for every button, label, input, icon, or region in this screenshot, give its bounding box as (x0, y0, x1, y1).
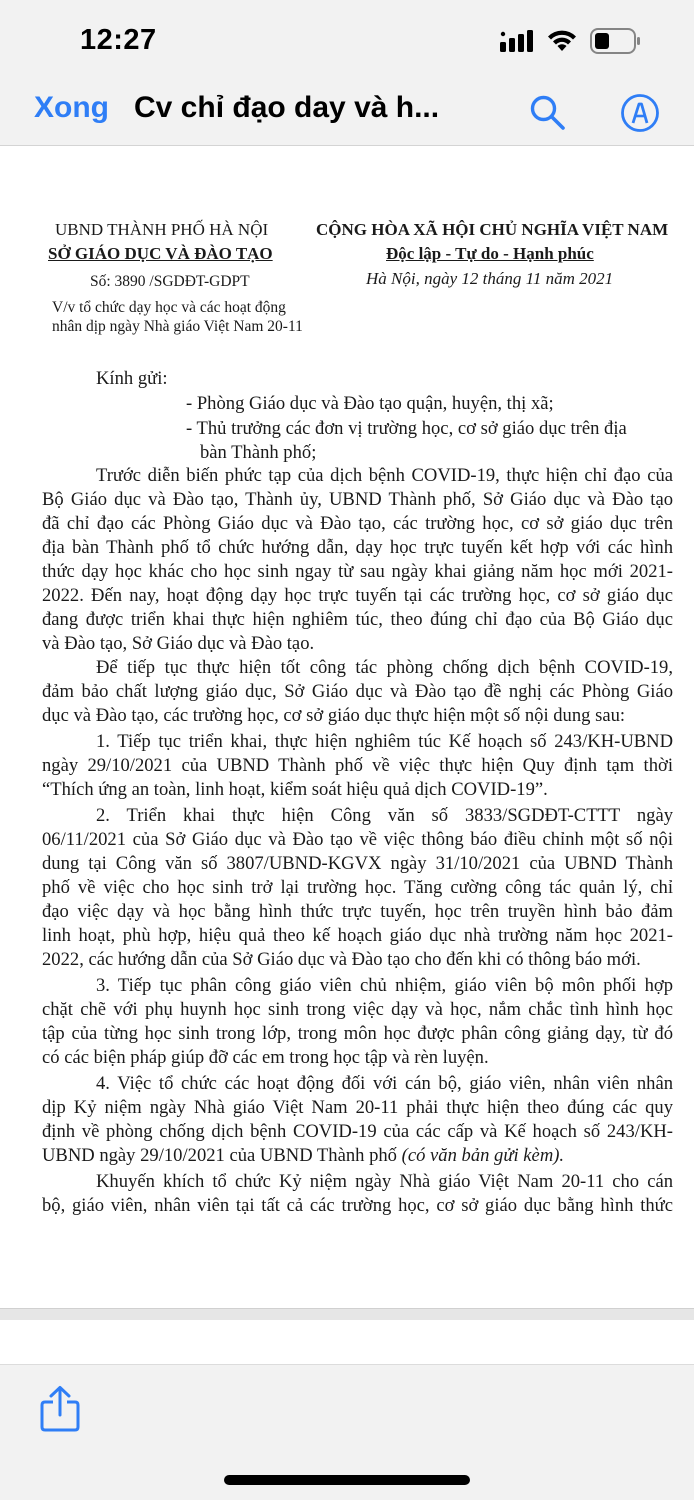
document-page (0, 148, 694, 1308)
body-line: 4. Việc tổ chức các hoạt động đối với cán bộ, giáo viên, nhân viên nhân (96, 1073, 673, 1094)
greeting: Kính gửi: (96, 368, 168, 389)
body-line: có các biện pháp giúp đỡ các em trong học tập và rèn luyện. (42, 1047, 489, 1068)
body-line: dung tại Công văn số 3807/UBND-KGVX ngày 31/10/2021 của UBND Thành (42, 853, 673, 874)
document-title: Cv chỉ đạo day và h... (134, 91, 440, 124)
body-line: đạo việc dạy và học bằng hình thức trực tuyến, học trên truyền hình bảo đảm (42, 901, 673, 922)
body-line: tập của từng học sinh trong lớp, trong môn học được phân công giảng dạy, từ đó (42, 1023, 673, 1044)
share-icon[interactable] (40, 1385, 80, 1433)
body-line: bộ, giáo viên, nhân viên tại tất cả các trường học, cơ sở giáo dục bằng hình thức (42, 1195, 673, 1216)
body-line: đảm bảo chất lượng giáo dục, Sở Giáo dục và Đào tạo đề nghị các Phòng Giáo (42, 681, 673, 702)
recipient-1: - Phòng Giáo dục và Đào tạo quận, huyện, thị xã; (186, 393, 554, 414)
recipient-2-continued: bàn Thành phố; (200, 442, 317, 463)
body-line: 3. Tiếp tục phân công giáo viên chủ nhiệm, giáo viên bộ môn phối hợp (96, 975, 673, 996)
body-line-text: UBND ngày 29/10/2021 của UBND Thành phố (42, 1145, 397, 1166)
body-line: đang được triển khai thực hiện nghiêm túc, theo đúng chỉ đạo của Bộ Giáo dục (42, 609, 673, 630)
markup-icon[interactable] (620, 93, 660, 133)
document-date: Hà Nội, ngày 12 tháng 11 năm 2021 (366, 269, 614, 288)
body-line: 06/11/2021 của Sở Giáo dục và Đào tạo về việc thông báo điều chỉnh một số nội (42, 829, 673, 850)
done-button[interactable]: Xong (34, 91, 109, 124)
body-line: “Thích ứng an toàn, linh hoạt, kiểm soát hiệu quả dịch COVID-19”. (42, 779, 548, 800)
body-line: phố về việc cho học sinh trở lại trường học. Tăng cường công tác quản lý, chỉ (42, 877, 673, 898)
status-time: 12:27 (80, 24, 157, 56)
body-line: địa bàn Thành phố tổ chức hướng dẫn, dạy học trực tuyến kết hợp với các hình (42, 537, 673, 558)
bottom-toolbar (0, 1364, 694, 1500)
body-line: thức dạy học khác cho học sinh ngay từ sau ngày khai giảng năm học mới 2021- (42, 561, 673, 582)
battery-icon (590, 28, 642, 54)
body-line: chặt chẽ với phụ huynh học sinh trong việc dạy và học, nắm chắc tình hình học (42, 999, 673, 1020)
cellular-signal-icon (500, 30, 534, 52)
agency-name: UBND THÀNH PHỐ HÀ NỘI (55, 220, 269, 239)
navigation-bar (0, 80, 694, 146)
body-line: dục và Đào tạo, các trường học, cơ sở giáo dục thực hiện một số nội dung sau: (42, 705, 626, 726)
search-icon[interactable] (528, 93, 566, 131)
body-line: Bộ Giáo dục và Đào tạo, Thành ủy, UBND Thành phố, Sở Giáo dục và Đào tạo (42, 489, 673, 510)
body-line: định về phòng chống dịch bệnh COVID-19 của các cấp và Kế hoạch số 243/KH- (42, 1121, 673, 1142)
body-line: và Đào tạo, Sở Giáo dục và Đào tạo. (42, 633, 315, 654)
status-bar (0, 0, 694, 80)
recipient-2: - Thủ trưởng các đơn vị trường học, cơ sở giáo dục trên địa (186, 418, 627, 439)
national-motto: Độc lập - Tự do - Hạnh phúc (386, 244, 594, 263)
body-line: Để tiếp tục thực hiện tốt công tác phòng chống dịch bệnh COVID-19, (96, 657, 673, 678)
body-line (42, 1144, 673, 1168)
body-line: 2. Triển khai thực hiện Công văn số 3833/SGDĐT-CTTT ngày (96, 805, 673, 826)
body-line: linh hoạt, phù hợp, hiệu quả theo kế hoạch giáo dục nhà trường năm học 2021- (42, 925, 673, 946)
national-title: CỘNG HÒA XÃ HỘI CHỦ NGHĨA VIỆT NAM (316, 220, 669, 239)
attachment-note: (có văn bản gửi kèm). (396, 1145, 565, 1166)
department-name: SỞ GIÁO DỤC VÀ ĐÀO TẠO (48, 244, 273, 263)
body-line: dịp Kỷ niệm ngày Nhà giáo Việt Nam 20-11 phải thực hiện theo đúng các quy (42, 1097, 673, 1118)
body-line: 2022, các hướng dẫn của Sở Giáo dục và Đào tạo cho đến khi có thông báo mới. (42, 949, 641, 970)
subject-line-2: nhân dịp ngày Nhà giáo Việt Nam 20-11 (52, 318, 303, 335)
page-separator (0, 1308, 694, 1320)
subject-line-1: V/v tổ chức dạy học và các hoạt động (52, 299, 286, 316)
body-line: đã chỉ đạo các Phòng Giáo dục và Đào tạo, các trường học, cơ sở giáo dục trên (42, 513, 673, 534)
body-line: Khuyến khích tổ chức Kỷ niệm ngày Nhà giáo Việt Nam 20-11 cho cán (96, 1171, 673, 1192)
home-indicator[interactable] (224, 1475, 470, 1485)
body-line: 2022. Đến nay, hoạt động dạy học trực tuyến tại các trường học, cơ sở giáo dục (42, 585, 673, 606)
body-line: Trước diễn biến phức tạp của dịch bệnh COVID-19, thực hiện chỉ đạo của (96, 465, 673, 486)
body-line: 1. Tiếp tục triển khai, thực hiện nghiêm túc Kế hoạch số 243/KH-UBND (96, 731, 673, 752)
body-line: ngày 29/10/2021 của UBND Thành phố về việc thực hiện Quy định tạm thời (42, 755, 673, 776)
wifi-icon (546, 27, 578, 53)
document-number: Số: 3890 /SGDĐT-GDPT (90, 273, 250, 290)
